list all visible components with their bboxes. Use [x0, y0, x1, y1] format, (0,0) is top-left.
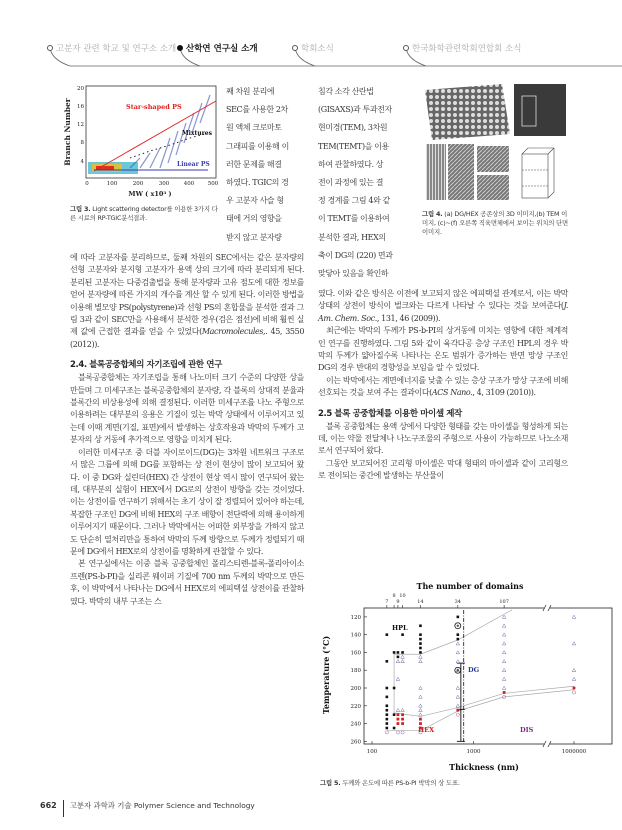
star-label: Star-shaped PS — [126, 103, 182, 111]
data-point-dg — [502, 677, 506, 680]
panel-c-image — [426, 144, 446, 200]
data-point-hpl — [386, 727, 389, 730]
x-tick: 400 — [183, 181, 195, 187]
top-tick-label: 107 — [499, 599, 509, 605]
top-tick-label: 34 — [454, 599, 462, 605]
nav-item-labs[interactable]: 산학연 연구실 소개 — [177, 42, 258, 54]
data-point-dis — [396, 731, 399, 734]
data-point-hpl — [393, 727, 396, 730]
y-tick-label: 240 — [350, 721, 361, 728]
data-point-dg — [419, 660, 423, 663]
data-point-dg — [572, 615, 576, 618]
data-point-hpl — [386, 709, 389, 712]
region-label-dg: DG — [468, 666, 480, 674]
data-point-dg — [419, 713, 423, 716]
x-tick: 300 — [158, 181, 170, 187]
data-point-hpl — [457, 633, 460, 636]
region-label-dis: DIS — [520, 726, 534, 734]
paragraph: 최근에는 박막의 두께가 PS-b-PI의 상거동에 미치는 영향에 대한 체계적인 연구를 진행하였다. 그림 5와 같이 육각다공 층상 구조인 HPL의 경우 박막의 두께가 얇아질수록 나타나는 온도 범위가 증가하는 반면 망상 구조인 DG의 경우 반대의 경향성을 보임을 알 수 있었다. — [318, 326, 568, 373]
data-point-dg — [396, 660, 400, 663]
top-tick-label: 7 — [385, 599, 389, 605]
data-point-hpl — [419, 624, 422, 627]
data-point-hpl — [386, 633, 389, 636]
data-point-hpl — [401, 651, 404, 654]
data-point-dg — [456, 695, 460, 698]
section-heading-2-4: 2.4. 블록공중합체의 자기조립에 관한 연구 — [70, 360, 222, 371]
data-point-dg — [502, 686, 506, 689]
data-point-hpl — [386, 687, 389, 690]
figure-5 — [320, 580, 620, 788]
data-point-hpl — [393, 651, 396, 654]
figure-4-images — [422, 82, 568, 202]
section-heading-2-5: 2.5 블록 공중합체를 이용한 마이셀 제작 — [318, 408, 462, 419]
top-tick-label: 10 — [399, 593, 406, 599]
figure-3-caption: 그림 3. Light scattering detector를 이용한 3가지 다른 시료의 RP-TGIC분석결과. — [70, 205, 218, 222]
y-tick: 16 — [77, 104, 84, 110]
figure-3-chart — [62, 82, 220, 200]
data-point-dg — [396, 677, 400, 680]
panel-a-3d-image — [425, 84, 510, 140]
chart-title: The number of domains — [416, 581, 524, 591]
y-tick-label: 200 — [350, 686, 361, 692]
figure-4-caption: 그림 4. (a) DG/HEX 공존상의 3D 이미지,(b) TEM 이미지, (c)~(f) 오른쪽 직육면체에서 보이는 위치의 단면 이미지. — [422, 210, 569, 236]
data-point-hex — [401, 713, 404, 716]
data-point-dis — [385, 731, 388, 734]
hpl-dg-boundary — [394, 610, 512, 654]
data-point-dg — [502, 660, 506, 663]
data-point-dg — [456, 651, 460, 654]
data-point-hex — [419, 718, 422, 721]
data-point-dg — [419, 655, 423, 658]
data-point-hpl — [386, 660, 389, 663]
x-axis-label: MW ( x10³ ) — [128, 190, 172, 198]
x-tick: 500 — [207, 181, 219, 187]
data-point-dg — [502, 668, 506, 671]
section-nav — [0, 42, 622, 72]
left-wrap-text: 째 차원 분리에 SEC를 사용한 2차 원 액체 크로마토 그래피를 이용해 이 러한 문제를 해결 하였다. TGIC의 경 우 고분자 사슬 형 태에 거의 영향을 받지 않고 분자량 — [226, 87, 289, 242]
data-point-hex — [401, 722, 404, 725]
nav-item-schools[interactable]: 고분자 관련 학교 및 연구소 소개 — [47, 42, 176, 54]
data-point-hpl — [386, 713, 389, 716]
data-point-dg — [419, 686, 423, 689]
x-tick-label: 100 — [366, 749, 378, 755]
data-point-dg — [401, 660, 405, 663]
panel-f-image — [477, 175, 509, 200]
data-point-hex — [397, 718, 400, 721]
panel-e-image — [477, 146, 509, 172]
data-point-dg — [419, 695, 423, 698]
data-point-dg — [502, 633, 506, 636]
panel-d-image — [448, 144, 474, 200]
circle-bullet-icon — [403, 45, 409, 51]
x-tick-label: 1000000 — [561, 749, 587, 755]
data-point-hpl — [419, 642, 422, 645]
x-tick-label: 1000 — [466, 749, 481, 755]
y-tick: 12 — [77, 122, 84, 128]
page-number: 662 — [40, 801, 57, 810]
figure-5-caption: 그림 5. 두께와 온도에 따른 PS-b-PI 박막의 상 도표. — [320, 779, 460, 787]
top-tick-label: 14 — [417, 599, 424, 605]
data-point-hex — [503, 691, 506, 694]
data-point-dg — [572, 642, 576, 645]
data-point-dg — [456, 704, 460, 707]
figure-3 — [62, 82, 220, 223]
data-point-dg — [419, 708, 423, 711]
data-point-hpl — [419, 633, 422, 636]
paragraph: 였다. 이와 같은 방식은 이전에 보고되지 않은 에피택셜 관계로서, 이는 박막 상태의 상전이 방식이 벌크와는 다르게 나타날 수 있다는 것을 보여준다(J. Am. Chem. Soc., 131, 46 (2009)). — [318, 289, 568, 323]
data-point-hex — [397, 713, 400, 716]
y-axis-label: Branch Number — [63, 98, 72, 166]
paragraph: 에 따라 고분자를 분리하므로, 둘째 차원의 SEC에서는 같은 분자량의 선형 고분자와 분지형 고분자가 용액 상의 크기에 따라 분리되게 된다. 분리된 고분자는 다중검출법을 통해 분자량과 고유 점도에 대한 정보를 얻어 분자량에 따른 가지의 개수를 계산 할 수 있게 된다. 이러한 방법을 이용해 별모양 PS(polystyrene)과 선형 PS의 혼합물을 분석한 결과 그림 3과 같이 SEC만을 사용해서 분석한 경우(검은 점선)에 비해 훨씬 실제 값에 근접한 결과를 얻을 수 있었다(Macromolecules,. 45, 3550 (2012)). — [70, 253, 305, 349]
top-tick-label: 8 — [392, 593, 396, 599]
right-wrap-text: 침각 소각 산란법 (GISAXS)과 투과전자 현미경(TEM), 3차원 TEM(TEMT)을 이용 하여 관찰하였다. 상 전이 과정에 있는 결 정 경계를 그림 4와 같 이 TEMT를 이용하여 분석한 결과, HEX의 축이 DG의 (220) 면과 맞닿아 있음을 확인하 — [318, 87, 393, 279]
circle-bullet-icon — [47, 45, 53, 51]
circle-bullet-icon — [292, 45, 298, 51]
x-tick: 0 — [85, 181, 89, 187]
data-point-hpl — [419, 647, 422, 650]
data-point-dis — [401, 731, 404, 734]
region-label-hex: HEX — [418, 726, 435, 734]
left-column — [70, 252, 304, 608]
data-point-hpl — [386, 718, 389, 721]
data-point-hpl — [386, 722, 389, 725]
x-tick: 100 — [106, 181, 118, 187]
y-tick: 8 — [80, 140, 84, 146]
data-point-hpl — [401, 633, 404, 636]
y-tick-label: 120 — [350, 614, 361, 621]
data-point-hex — [456, 709, 459, 712]
data-point-dg — [502, 624, 506, 627]
data-point-dg — [502, 615, 506, 618]
data-point-dg — [419, 704, 423, 707]
paragraph: 본 연구실에서는 이중 블록 공중합체인 폴리스티렌-블록-폴리아이소프렌(PS-b-PI)을 실리콘 웨이퍼 기질에 700 nm 두께의 박막으로 만든 후, 이 박막에서 나타나는 DG에서 HEX로의 에피택셜 상전이를 관찰하였다. 박막의 내부 구조는 스 — [70, 559, 304, 606]
footer-divider — [63, 800, 64, 817]
y-tick-label: 180 — [350, 668, 361, 675]
target-marker-center — [457, 625, 459, 627]
data-point-hpl — [397, 656, 400, 659]
y-tick-label: 260 — [350, 739, 361, 746]
data-point-dis — [456, 713, 459, 716]
data-point-hpl — [393, 713, 396, 716]
y-tick: 4 — [80, 159, 84, 165]
data-point-hpl — [393, 687, 396, 690]
data-point-dg — [456, 642, 460, 645]
top-tick-label: 9 — [396, 599, 400, 605]
data-point-hpl — [457, 616, 460, 619]
y-tick-label: 160 — [350, 650, 361, 657]
right-column — [318, 288, 568, 483]
paragraph: 블록 공중합체는 용액 상에서 다양한 형태를 갖는 마이셀을 형성하게 되는데, 이는 약물 전달체나 나노구조물의 주형으로 사용이 가능하므로 나노소재로서 연구되어 왔다. — [318, 421, 568, 456]
data-point-hpl — [419, 651, 422, 654]
data-point-dg — [401, 708, 405, 711]
data-point-hpl — [457, 638, 460, 641]
data-point-hex — [573, 687, 576, 690]
data-point-hpl — [386, 696, 389, 699]
journal-title: 고분자 과학과 기술 Polymer Science and Technology — [69, 801, 255, 810]
nav-item-society-news[interactable]: 학회소식 — [292, 42, 334, 54]
data-point-hpl — [386, 704, 389, 707]
data-point-dg — [456, 660, 460, 663]
figure-4 — [422, 82, 568, 237]
data-point-dg — [456, 686, 460, 689]
hex-dis-boundary — [387, 690, 574, 731]
y-tick: 20 — [77, 86, 84, 92]
data-point-dg — [396, 708, 400, 711]
target-marker-center — [457, 669, 459, 671]
data-point-dg — [502, 651, 506, 654]
figure-5-chart — [320, 580, 620, 775]
x-axis-label: Thickness (nm) — [449, 762, 519, 772]
data-point-dg — [401, 655, 405, 658]
data-point-hpl — [397, 651, 400, 654]
data-point-dg — [572, 668, 576, 671]
x-tick: 200 — [132, 181, 144, 187]
y-tick-label: 140 — [350, 632, 361, 639]
data-point-dis — [572, 691, 575, 694]
paragraph: 블록공중합체는 자기조립을 통해 나노미터 크기 수준의 다양한 상을 만들며 그 미세구조는 블록공중합체의 분자량, 각 블록의 상대적 분율과 블록간의 비상용성에 의해 결정된다. 이러한 미세구조를 나노 주형으로 이용하려는 대부분의 응용은 기질이 있는 박막 상태에서 이루어지고 있는데 이때 계면(기질, 표면)에서 발생하는 상호작용과 박막의 두께가 고분자의 상 거동에 추가적으로 영향을 미치게 된다. — [70, 373, 304, 445]
data-point-hex — [419, 722, 422, 725]
paragraph: 이러한 미세구조 중 더블 자이로이드(DG)는 3차원 네트워크 구조로서 많은 그룹에 의해 DG를 포함하는 상 전이 현상이 많이 보고되어 왔다. 이 중 DG와 실린더(HEX) 간 상전이 현상 역시 많이 연구되어 왔는데, 대부분의 실험이 HEX에서 DG로의 상전이 방향을 갖는 것이었다. 이는 상전이를 연구하기 위해서는 초기 상이 잘 정렬되어 있어야 하는데, 복잡한 구조인 DG에 비해 HEX의 구조 배향이 전단력에 의해 용이하게 이루어지기 때문이다. 그러나 박막에서는 어떠한 외부장을 가하지 않고도 단순히 열처리만을 통하여 박막의 두께 방향으로 두께가 정렬되기 때문에 DG에서 HEX로의 상전이를 명확하게 관찰할 수 있다. — [70, 447, 304, 556]
data-point-hex — [397, 722, 400, 725]
data-point-dg — [572, 677, 576, 680]
page-footer — [40, 800, 255, 817]
linear-label: Linear PS — [177, 161, 210, 168]
cuboid-diagram — [522, 148, 554, 198]
paragraph: 이는 박막에서는 계면에너지를 낮출 수 있는 층상 구조가 망상 구조에 비해 선호되는 것을 보여 주는 결과이다(ACS Nano., 4, 3109 (2010)). — [318, 375, 568, 398]
data-point-dg — [502, 642, 506, 645]
paragraph: 그동안 보고되어진 고리형 마이셀은 막대 형태의 마이셀과 같이 고리형으로 전이되는 중간에 발생하는 부산물이 — [318, 458, 568, 481]
mixtures-label: Mixtures — [182, 130, 212, 137]
y-tick-label: 220 — [350, 703, 361, 710]
data-point-hex — [401, 718, 404, 721]
nav-item-federation-news[interactable]: 한국화학관련학회연합회 소식 — [403, 42, 521, 54]
region-label-hpl: HPL — [392, 624, 408, 632]
filled-bullet-icon — [177, 45, 183, 51]
y-axis-label: Temperature (°C) — [321, 635, 331, 715]
data-point-hpl — [419, 638, 422, 641]
